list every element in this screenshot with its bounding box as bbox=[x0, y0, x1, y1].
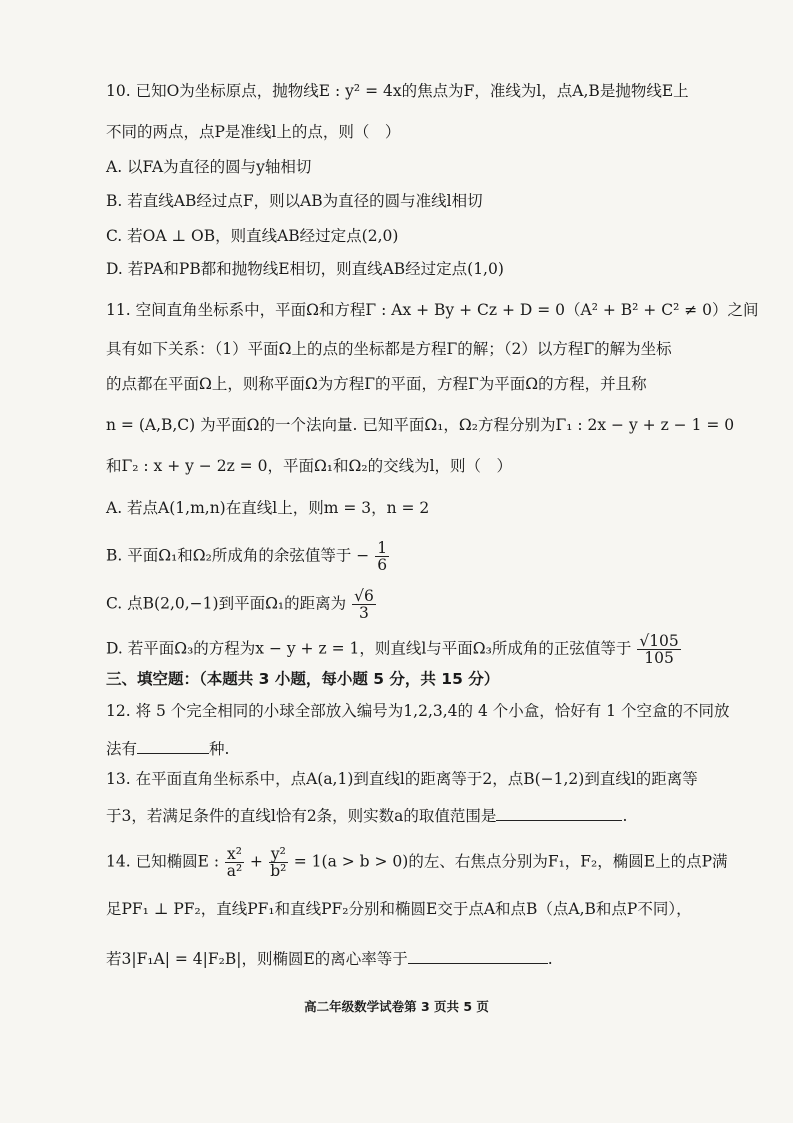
q11-option-b-fraction bbox=[375, 540, 389, 573]
q14-line3-pre: 若3|F₁A| = 4|F₂B|，则椭圆E的离心率等于 bbox=[106, 950, 408, 968]
q11-option-c bbox=[106, 588, 753, 621]
q11-option-d bbox=[106, 633, 753, 666]
fraction-denominator: 6 bbox=[377, 556, 388, 574]
q11-option-a: A. 若点A(1,m,n)在直线l上，则m = 3，n = 2 bbox=[106, 499, 430, 517]
q13-line2-post: . bbox=[622, 807, 628, 825]
fraction-denominator: a² bbox=[226, 862, 243, 880]
q11-line5: 和Γ₂ : x + y − 2z = 0，平面Ω₁和Ω₂的交线为l，则（ ） bbox=[106, 457, 513, 475]
q12-line2-post: 种. bbox=[209, 740, 230, 758]
q10-option-c: C. 若OA ⊥ OB，则直线AB经过定点(2,0) bbox=[106, 227, 399, 245]
q13-line2-pre: 于3，若满足条件的直线l恰有2条，则实数a的取值范围是 bbox=[106, 807, 497, 825]
fraction-denominator: b² bbox=[270, 862, 287, 880]
q11-line3: 的点都在平面Ω上，则称平面Ω为方程Γ的平面，方程Γ为平面Ω的方程，并且称 bbox=[106, 375, 647, 393]
q10-option-a: A. 以FA为直径的圆与y轴相切 bbox=[106, 158, 312, 176]
section-3-heading: 三、填空题：（本题共 3 小题，每小题 5 分，共 15 分） bbox=[106, 670, 500, 688]
q11-option-d-text: D. 若平面Ω₃的方程为x − y + z = 1，则直线l与平面Ω₃所成角的正弦值等于 bbox=[106, 639, 632, 658]
q10-line1: 10. 已知O为坐标原点，抛物线E : y² = 4x的焦点为F，准线为l，点A,B是抛物线E上 bbox=[106, 82, 689, 100]
page-footer: 高二年级数学试卷第 3 页共 5 页 bbox=[304, 999, 489, 1014]
q14-line1-pre: 14. 已知椭圆E : bbox=[106, 852, 220, 871]
q10-option-d: D. 若PA和PB都和抛物线E相切，则直线AB经过定点(1,0) bbox=[106, 260, 504, 278]
q11-line1: 11. 空间直角坐标系中，平面Ω和方程Γ : Ax + By + Cz + D = 0（A² + B² + C² ≠ 0）之间 bbox=[106, 301, 759, 319]
fraction-numerator: x² bbox=[226, 845, 242, 863]
q12-line2 bbox=[106, 738, 753, 760]
q11-line2: 具有如下关系：（1）平面Ω上的点的坐标都是方程Γ的解；（2）以方程Γ的解为坐标 bbox=[106, 340, 672, 358]
q13-line1: 13. 在平面直角坐标系中，点A(a,1)到直线l的距离等于2，点B(−1,2)到直线l的距离等 bbox=[106, 770, 698, 788]
q14-line1 bbox=[106, 846, 753, 879]
q11-option-b-text: B. 平面Ω₁和Ω₂所成角的余弦值等于 − bbox=[106, 546, 370, 565]
q14-plus: + bbox=[249, 852, 263, 871]
q14-line3-post: . bbox=[547, 950, 553, 968]
q13-answer-blank[interactable] bbox=[496, 805, 622, 821]
q10-line2: 不同的两点，点P是准线l上的点，则（ ） bbox=[106, 123, 401, 141]
fraction-numerator: √105 bbox=[639, 632, 679, 650]
q14-fraction-y bbox=[269, 846, 288, 879]
fraction-numerator: y² bbox=[270, 845, 286, 863]
q11-option-b bbox=[106, 540, 753, 573]
q12-answer-blank[interactable] bbox=[137, 738, 209, 754]
q14-answer-blank[interactable] bbox=[408, 948, 548, 964]
q14-line2: 足PF₁ ⊥ PF₂，直线PF₁和直线PF₂分别和椭圆E交于点A和点B（点A,B和点P不同）， bbox=[106, 900, 692, 918]
q11-option-c-text: C. 点B(2,0,−1)到平面Ω₁的距离为 bbox=[106, 594, 347, 613]
fraction-numerator: √6 bbox=[354, 587, 374, 605]
fraction-numerator: 1 bbox=[377, 539, 388, 557]
q10-option-b: B. 若直线AB经过点F，则以AB为直径的圆与准线l相切 bbox=[106, 192, 483, 210]
q14-fraction-x bbox=[225, 846, 244, 879]
q11-option-c-fraction bbox=[352, 588, 376, 621]
q12-line1: 12. 将 5 个完全相同的小球全部放入编号为1,2,3,4的 4 个小盒，恰好有 1 个空盒的不同放 bbox=[106, 702, 730, 720]
q13-line2 bbox=[106, 805, 753, 827]
q11-line4: n = (A,B,C) 为平面Ω的一个法向量. 已知平面Ω₁，Ω₂方程分别为Γ₁ : 2x − y + z − 1 = 0 bbox=[106, 416, 735, 434]
fraction-denominator: 3 bbox=[359, 604, 369, 622]
q12-line2-pre: 法有 bbox=[106, 740, 138, 758]
q11-option-d-fraction bbox=[637, 633, 680, 666]
q14-line1-post: = 1(a > b > 0)的左、右焦点分别为F₁，F₂，椭圆E上的点P满 bbox=[293, 852, 728, 871]
fraction-denominator: 105 bbox=[644, 649, 674, 667]
q14-line3 bbox=[106, 948, 753, 970]
